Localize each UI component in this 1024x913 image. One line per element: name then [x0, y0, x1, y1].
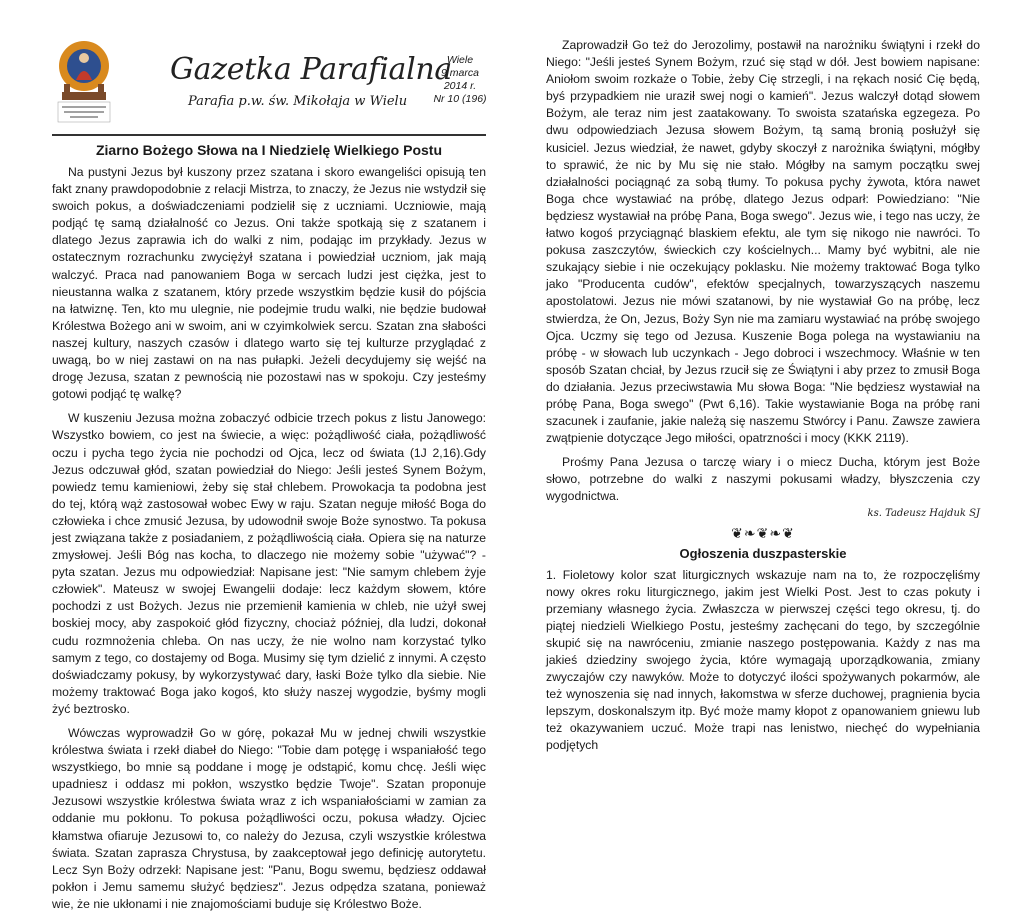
article-title: Ziarno Bożego Słowa na I Niedzielę Wielkiego Postu	[95, 142, 443, 158]
article-paragraph-1: Na pustyni Jezus był kuszony przez szatana i skoro ewangeliści opisują ten fakt znany prawdopodobnie z relacji Mistrza, to znaczy, że Jezus nie wstydził się swoich pokus, a doświadczeniami podzielił się z uczniami. Uczniowie, mają podjąć tę samą działalność co Jezus. Oni także spotkają się z szatanem i dlatego Jezus zaprawia ich do walki z nim, podając im przykłady. Jezus w ostatecznym rozrachunku zwyciężył szatana i powiedział uczniom, jak mają walczyć. Praca nad panowaniem Boga w sercach ludzi jest ciężka, jest to nieustanna walka z szatanem, który przede wszystkim będzie kusił do pójścia na łatwiznę. Ten, kto mu ulegnie, nie podejmie trudu walki, nie będzie budował Królestwa Bożego ani w swoim, ani w czyimkolwiek sercu. Szatan zna słabości naszej kultury, naszych czasów i dlatego warto się tej kulturze przyglądać z uwagą, bo w niej zastawi on na nas pułapki. Jeżeli decydujemy się wejść na drogę Jezusa, szatan z pewnością nie pozostawi nas w spokoju. Czy jesteśmy gotowi podjąć tę walkę?	[52, 165, 486, 402]
article-paragraph-3: Wówczas wyprowadził Go w górę, pokazał Mu w jednej chwili wszystkie królestwa świata i rzekł diabeł do Niego: "Tobie dam potęgę i wspaniałość tego wszystkiego, bo mnie są poddane i mogę je odstąpić, komu chcę. Jeśli więc upadniesz i oddasz mi pokłon, wszystko będzie Twoje". Szatan proponuje Jezusowi wszystkie królestwa świata wraz z ich wspaniałościami w zamian za oddanie mu pokłonu. To pokusa pożądliwości oczu, pokusa władzy. Ojciec kłamstwa ofiaruje Jezusowi to, co należy do Jezusa, czyli wszystkie królestwa świata. Szatan zaprasza Chrystusa, by zaakceptował jego definicję autorytetu. Lecz Syn Boży odrzekł: Napisane jest: "Panu, Bogu swemu, będziesz oddawał pokłon i Jemu samemu służyć będziesz". Jezus odpędza szatana, ponieważ wie, że nie ukłonami i nie znajomościami buduje się Królestwo Boże.	[52, 726, 486, 911]
announcements-title: Ogłoszenia duszpasterskie	[679, 545, 847, 561]
newsletter-subtitle: Parafia p.w. św. Mikołaja w Wielu	[188, 94, 408, 109]
newsletter-title: Gazetka Parafialna	[170, 52, 453, 87]
issue-number: Nr 10 (196)	[433, 93, 487, 105]
announcement-item-1: 1. Fioletowy kolor szat liturgicznych wskazuje nam na to, że rozpoczęliśmy nowy okres roku liturgicznego, jakim jest Wielki Post. Jest to czas pokuty i przemiany własnego życia. Zwłaszcza w pierwszej części tego okresu, tj. do piątej niedzieli Wielkiego Postu, jesteśmy zachęcani do tego, by szczególnie skupić się na nawróceniu, zmianie naszego postępowania. Każdy z nas ma jakieś dziedziny swojego życia, które wymagają uporządkowania, zmiany zwyczajów czy nawyków. Może to dotyczyć ilości spożywanych pokarmów, ale też wynoszenia się nad innych, łakomstwa w sferze duchowej, pragnienia bycia lepszym, doskonalszym itp. Być może mamy kłopot z opanowaniem gniewu lub też okazywaniem uczuć. Może trapi nas lenistwo, niechęć do wypełniania podjętych	[546, 567, 980, 753]
header-rule	[52, 134, 486, 136]
sanctuary-logo-icon	[56, 40, 112, 124]
right-column	[546, 30, 980, 755]
article-paragraph-2: W kuszeniu Jezusa można zobaczyć odbicie trzech pokus z listu Janowego: Wszystko bowiem, co jest na świecie, a więc: pożądliwość ciała, pożądliwość oczu i pycha tego życia nie pochodzi od Ojca, lecz od świata (1J 2,16).Gdy Jezus odczuwał głód, szatan powiedział do Niego: Jeśli jesteś Synem Bożym, powiedz temu kamieniowi, żeby się stał chlebem. Prowokacja ta podobna jest do tej, którą wąż zastosował wobec Ewy w raju. Szatan neguje miłość Boga do człowieka i chce zmusić Jezusa, by udowodnił swoje Boże synostwo. Ta pokusa jest związana także z posiadaniem, z pożądliwością ciała. Opiera się na naturze zmysłowej. Jeśli Bóg nas kocha, to dlaczego nie możemy sobie "używać"? - pyta szatan. Jezus mu odpowiedział: Napisane jest: "Nie samym chlebem żyje człowiek". Mateusz w swojej Ewangelii dodaje: lecz każdym słowem, które pochodzi z ust Bożych. Jezus nie przemienił kamienia w chleb, nie użył swej boskiej mocy, aby zaspokoić głód fizyczny, chociaż później, dla ludzi, dokonał cudu rozmnożenia chleba. On nas uczy, że nie wolno nam korzystać tylko samym z tego, co dostajemy od Boga. Musimy się tym dzielić z innymi. A często doświadczamy pokusy, by wykorzystywać dary, łaski Boże tylko dla siebie. Nie możemy traktować Boga jako kogoś, kto służy naszej wygodzie, byśmy mogli żyć beztrosko.	[52, 411, 486, 716]
issue-date: 9 marca	[441, 67, 479, 79]
article-paragraph-5: Prośmy Pana Jezusa o tarczę wiary i o miecz Ducha, którym jest Boże słowo, potrzebne do walki z naszymi pokusami władzy, błyszczenia czy wygodnictwa.	[546, 455, 980, 504]
issue-place: Wiele	[446, 54, 474, 66]
issue-year: 2014 r.	[443, 80, 477, 92]
issue-info	[430, 54, 490, 106]
left-column	[52, 0, 486, 913]
article-signature: ks. Tadeusz Hajduk SJ	[867, 507, 980, 519]
ornament-divider: ❦❧❦❧❦	[731, 524, 795, 541]
masthead	[52, 38, 486, 130]
article-paragraph-4: Zaprowadził Go też do Jerozolimy, postawił na narożniku świątyni i rzekł do Niego: "Jeśli jesteś Synem Bożym, rzuć się stąd w dół. Jest bowiem napisane: Aniołom swoim rozkaże o Tobie, żeby Cię strzegli, i na rękach nosić Cię będą, byś przypadkiem nie uraził swej nogi o kamień". Jezus walczył dotąd słowem Bożym, ale teraz nim jest zaatakowany. To swoista szatańska egzegeza. Po dwu odpowiedziach Jezusa słowem Bożym, tą samą bronią posłużył się kusiciel. Jezus wiedział, że nawet, gdyby skoczył z narożnika świątyni, mógłby to sprawić, że nic by Mu się nie stało. Mógłby na samym początku swej działalności pociągnąć za sobą tłumy. To pokusa pychy żywota, która nawet Boga chce wystawiać na próbę, dlatego Jezus odparł: Powiedziano: "Nie będziesz wystawiał na próbę Pana, Boga swego". Jezus wie, i tego nas uczy, że łatwo kogoś przyciągnąć blaskiem efektu, ale tym się nikogo nie nawróci. To pokusa zaszczytów, świeckich czy kościelnych... Mamy być wybitni, ale nie szukający siebie i nie oczekujący poklasku. Nie możemy traktować Boga tylko jako "Producenta cudów", efektów specjalnych, towarzyszących naszemu apostolatowi. Jezus nie mówi szatanowi, by nie wystawiał Go na próbę, lecz stwierdza, że On, Jezus, Boży Syn nie ma zamiaru wystawiać na próbę swojego Ojca. Uczmy się tego od Jezusa. Kuszenie Boga polega na wystawianiu na próbę - w słowach lub uczynkach - Jego dobroci i wszechmocy. Właśnie w ten sposób Szatan chciał, by Jezus rzucił się ze Świątyni i aby przez to zmusił Boga do działania. Jezus przeciwstawia Mu słowa Boga: "Nie będziesz wystawiał na próbę Pana, Boga swego" (Pwt 6,16). Takie wystawianie Boga na próbę rani szacunek i zaufanie, jakie należą się naszemu Stwórcy i Panu. Zawsze zawiera zwątpienie dotyczące Jego miłości, opatrzności i mocy (KKK 2119).	[546, 38, 980, 446]
